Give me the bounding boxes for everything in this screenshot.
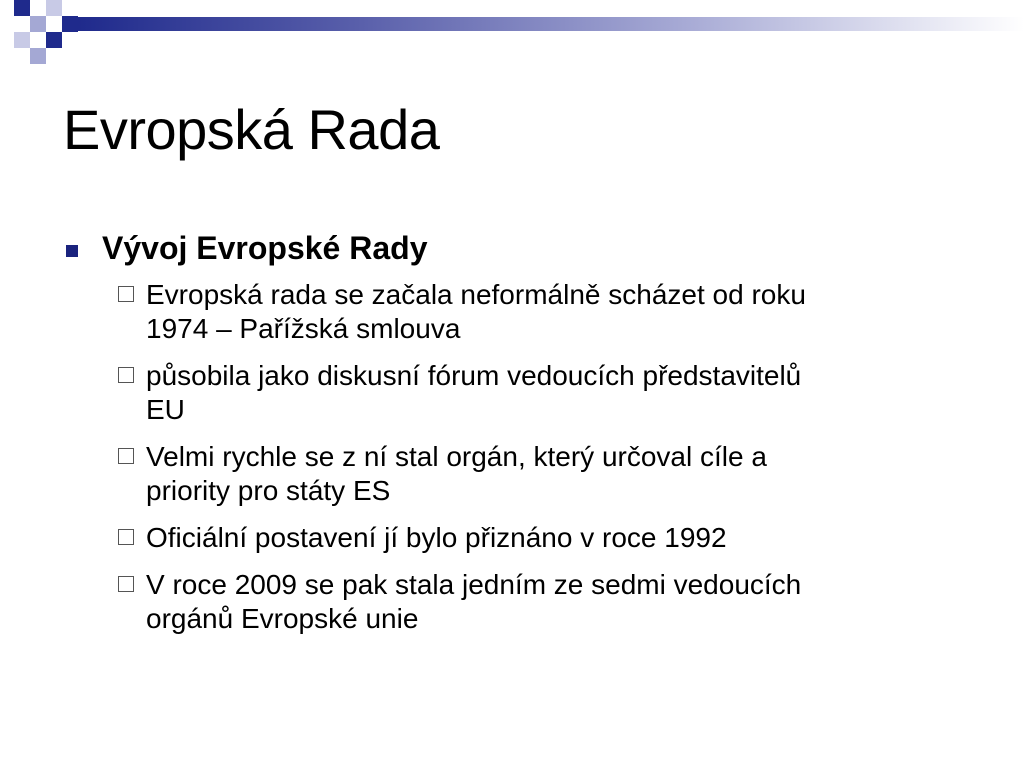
deco-square [46, 32, 62, 48]
list-item [64, 359, 964, 427]
deco-square [30, 48, 46, 64]
list-item [64, 568, 964, 636]
list-item-text: V roce 2009 se pak stala jedním ze sedmi vedoucích [146, 569, 802, 600]
header-gradient-bar [78, 17, 1024, 31]
slide-content [64, 226, 964, 649]
hollow-square-bullet-icon [118, 576, 134, 592]
list-item-text: 1974 – Pařížská smlouva [146, 313, 461, 344]
list-item-text: Evropská rada se začala neformálně scházet od roku [146, 279, 806, 310]
list-item-text: priority pro státy ES [146, 475, 391, 506]
list-item [64, 278, 964, 346]
bullet-level1 [64, 226, 964, 270]
bullet-heading: Vývoj Evropské Rady [102, 230, 428, 266]
list-item-text: působila jako diskusní fórum vedoucích představitelů [146, 360, 802, 391]
list-item-text: Velmi rychle se z ní stal orgán, který určoval cíle a [146, 441, 767, 472]
deco-square [46, 0, 62, 16]
list-item-text: orgánů Evropské unie [146, 603, 419, 634]
deco-square [14, 0, 30, 16]
deco-square [14, 32, 30, 48]
hollow-square-bullet-icon [118, 529, 134, 545]
decorative-squares [0, 0, 80, 64]
list-item-text: Oficiální postavení jí bylo přiznáno v roce 1992 [146, 522, 727, 553]
list-item [64, 521, 964, 555]
list-item-text: EU [146, 394, 185, 425]
deco-square [62, 16, 78, 32]
sub-bullet-list [64, 278, 964, 636]
hollow-square-bullet-icon [118, 367, 134, 383]
hollow-square-bullet-icon [118, 286, 134, 302]
square-bullet-icon [66, 245, 78, 257]
hollow-square-bullet-icon [118, 448, 134, 464]
slide-title: Evropská Rada [63, 98, 440, 161]
list-item [64, 440, 964, 508]
deco-square [30, 16, 46, 32]
